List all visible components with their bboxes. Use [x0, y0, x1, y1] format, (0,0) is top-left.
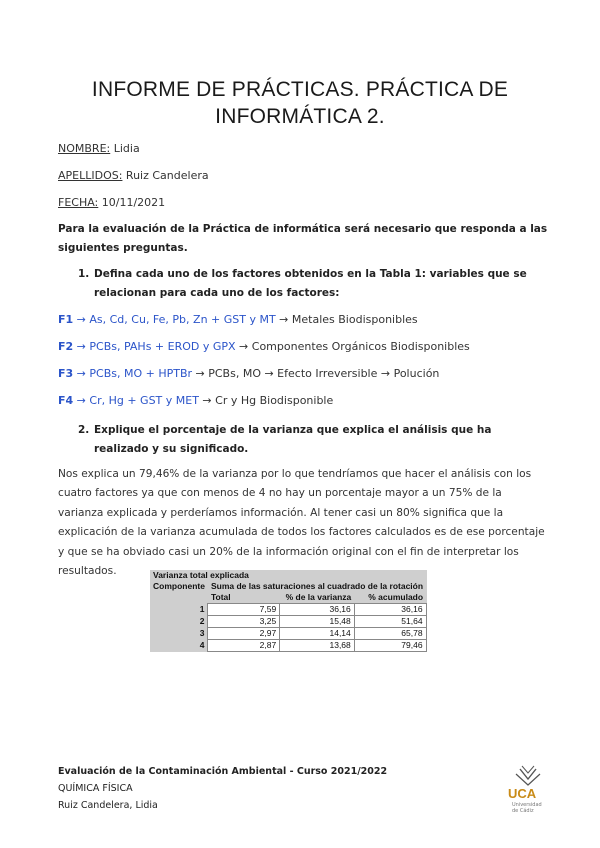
factor-meaning: → Metales Biodisponibles — [275, 313, 418, 326]
fecha-field — [58, 196, 165, 209]
table-cell: 65,78 — [354, 628, 426, 640]
table-cell: 14,14 — [280, 628, 355, 640]
table-cell: 1 — [199, 604, 205, 614]
factor-row — [58, 313, 418, 326]
table-cell: 2,97 — [208, 628, 280, 640]
table-cell: 2,87 — [208, 640, 280, 652]
table-cell: 3 — [199, 628, 205, 638]
nombre-field — [58, 142, 140, 155]
factor-variables: → As, Cd, Cu, Fe, Pb, Zn + GST y MT — [73, 313, 276, 326]
table-cell: 15,48 — [280, 616, 355, 628]
table-cell: 13,68 — [280, 640, 355, 652]
table-cell: 36,16 — [280, 604, 355, 616]
factor-variables: → Cr, Hg + GST y MET — [73, 394, 199, 407]
title-line-1: INFORME DE PRÁCTICAS. PRÁCTICA DE — [91, 78, 509, 101]
factor-meaning: → PCBs, MO → Efecto Irreversible → Polución — [192, 367, 440, 380]
table-cell: 36,16 — [354, 604, 426, 616]
table-row — [150, 640, 426, 652]
logo-text: UCA — [508, 786, 537, 801]
table-group-header: Suma de las saturaciones al cuadrado de la rotación — [210, 581, 424, 591]
question-1-number: 1. — [78, 268, 90, 280]
table-cell: 51,64 — [354, 616, 426, 628]
answer-paragraph: Nos explica un 79,46% de la varianza por lo que tendríamos que hacer el análisis con los cuatro factores ya que con menos de 4 no hay un porcentaje mayor a un 75% de la varianza explicada y perderíamos información. Al tener casi un 80% significa que la explicación de la varianza acumulada de todos los factores calculados es de ese porcentaje y que se ha obviado casi un 20% de la información original con el fin de interpretar los resultados. — [58, 468, 545, 578]
table-cell: 2 — [199, 616, 205, 626]
nombre-value: Lidia — [110, 142, 140, 155]
apellidos-field — [58, 169, 209, 182]
table-row — [150, 628, 426, 640]
table-cell: 4 — [199, 640, 205, 650]
factor-label: F3 — [58, 367, 74, 380]
factor-variables: → PCBs, PAHs + EROD y GPX — [73, 340, 236, 353]
table-title: Varianza total explicada — [153, 570, 249, 580]
table-cell: 7,59 — [208, 604, 280, 616]
factor-row — [58, 367, 439, 380]
nombre-label: NOMBRE: — [58, 142, 111, 155]
variance-table — [150, 570, 427, 652]
question-2-text: Explique el porcentaje de la varianza que explica el análisis que ha realizado y su significado. — [94, 424, 492, 455]
factor-label: F1 — [58, 313, 74, 326]
apellidos-label: APELLIDOS: — [58, 169, 123, 182]
factor-label: F4 — [58, 394, 74, 407]
logo-subtitle-line: Universidad — [512, 802, 542, 808]
table-header: Total — [210, 592, 231, 602]
factor-meaning: → Cr y Hg Biodisponible — [198, 394, 334, 407]
factor-row — [58, 340, 470, 353]
factor-variables: → PCBs, MO + HPTBr — [73, 367, 193, 380]
question-2-number: 2. — [78, 424, 90, 436]
logo-subtitle-line: de Cádiz — [512, 808, 534, 814]
table-cell: 79,46 — [354, 640, 426, 652]
intro-paragraph: Para la evaluación de la Práctica de informática será necesario que responda a las siguientes preguntas. — [58, 223, 548, 254]
title-line-2: INFORMÁTICA 2. — [215, 105, 385, 128]
logo-subtitle — [512, 802, 542, 814]
table-row — [150, 616, 426, 628]
table-row — [150, 604, 426, 616]
table-header: % acumulado — [368, 592, 424, 602]
question-1-text: Defina cada uno de los factores obtenidos en la Tabla 1: variables que se relacionan para cada uno de los factores: — [94, 268, 527, 299]
table-cell: 3,25 — [208, 616, 280, 628]
apellidos-value: Ruiz Candelera — [122, 169, 209, 182]
table-header: % de la varianza — [285, 592, 352, 602]
question-1 — [78, 265, 538, 303]
fecha-label: FECHA: — [58, 196, 99, 209]
footer-author: Ruiz Candelera, Lidia — [58, 800, 158, 811]
fecha-value: 10/11/2021 — [98, 196, 166, 209]
footer-department: QUÍMICA FÍSICA — [58, 783, 133, 794]
page-title — [60, 76, 540, 130]
footer-course: Evaluación de la Contaminación Ambiental - Curso 2021/2022 — [58, 766, 388, 777]
factor-label: F2 — [58, 340, 74, 353]
table-col-component: Componente — [153, 581, 205, 591]
question-2 — [78, 421, 538, 459]
factor-meaning: → Componentes Orgánicos Biodisponibles — [235, 340, 470, 353]
factor-row — [58, 394, 333, 407]
